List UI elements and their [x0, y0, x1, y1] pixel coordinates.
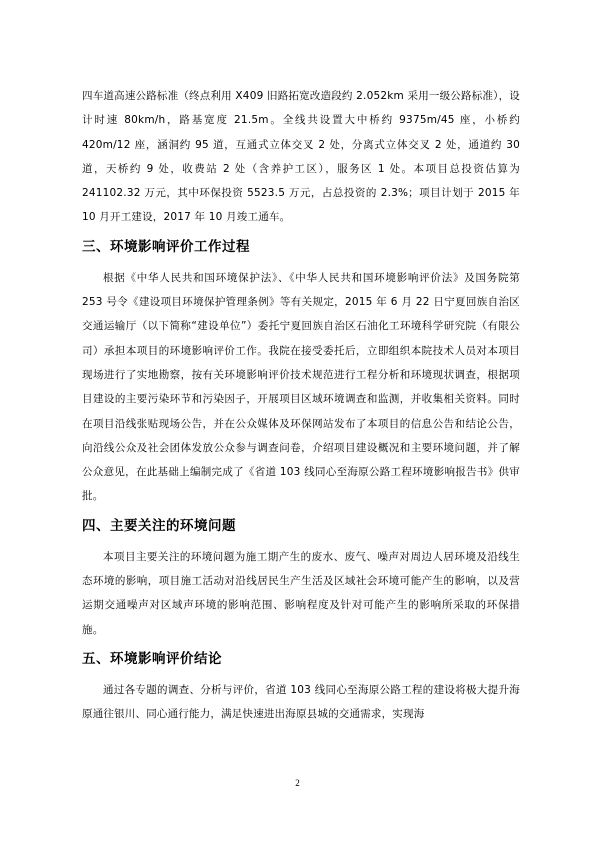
- heading-key-environmental-issues: 四、主要关注的环境问题: [82, 517, 236, 534]
- paragraph-eia-process: 根据《中华人民共和国环境保护法》、《中华人民共和国环境影响评价法》及国务院第 253 号令《建设项目环境保护管理条例》等有关规定，2015 年 6 月 22 日宁夏回族自治区交通运输厅（以下简称“建设单位”）委托宁夏回族自治区石油化工环境科学研究院（有限公司）承担本项目的环境影响评价工作。我院在接受委托后，立即组织本院技术人员对本项目现场进行了实地勘察，按有关环境影响评价技术规范进行工程分析和环境现状调查，根据项目建设的主要污染环节和污染因子，开展项目区域环境调查和监测，并收集相关资料。同时在项目沿线张贴现场公告，并在公众媒体及环保网站发布了本项目的信息公告和结论公告，向沿线公众及社会团体发放公众参与调查问卷，介绍项目建设概况和主要环境问题，并了解公众意见，在此基础上编制完成了《省道 103 线同心至海原公路工程环境影响报告书》供审批。: [82, 271, 520, 503]
- paragraph-project-overview: 四车道高速公路标准（终点利用 X409 旧路拓宽改造段约 2.052km 采用一级公路标准），设计时速 80km/h，路基宽度 21.5m。全线共设置大中桥约 9375m/45 座，小桥约 420m/12 座，涵洞约 95 道，互通式立体交叉 2 处，分离式立体交叉 2 处，通道约 30 道，天桥约 9 处，收费站 2 处（含养护工区），服务区 1 处。本项目总投资估算为 241102.32 万元，其中环保投资 5523.5 万元，占总投资的 2.3%；项目计划于 2015 年 10 月开工建设，2017 年 10 月竣工通车。: [82, 90, 520, 224]
- page-number: 2: [295, 778, 300, 788]
- document-body: [82, 84, 520, 727]
- paragraph-eia-conclusion: 通过各专题的调查、分析与评价，省道 103 线同心至海原公路工程的建设将极大提升海原通往银川、同心通行能力，满足快速进出海原县城的交通需求，实现海: [82, 683, 520, 721]
- paragraph-key-environmental-issues: 本项目主要关注的环境问题为施工期产生的废水、废气、噪声对周边人居环境及沿线生态环境的影响，项目施工活动对沿线居民生产生活及区域社会环境可能产生的影响，以及营运期交通噪声对区域声环境的影响范围、影响程度及针对可能产生的影响所采取的环保措施。: [82, 550, 520, 636]
- heading-eia-conclusion: 五、环境影响评价结论: [82, 650, 222, 667]
- heading-eia-process: 三、环境影响评价工作过程: [82, 238, 250, 255]
